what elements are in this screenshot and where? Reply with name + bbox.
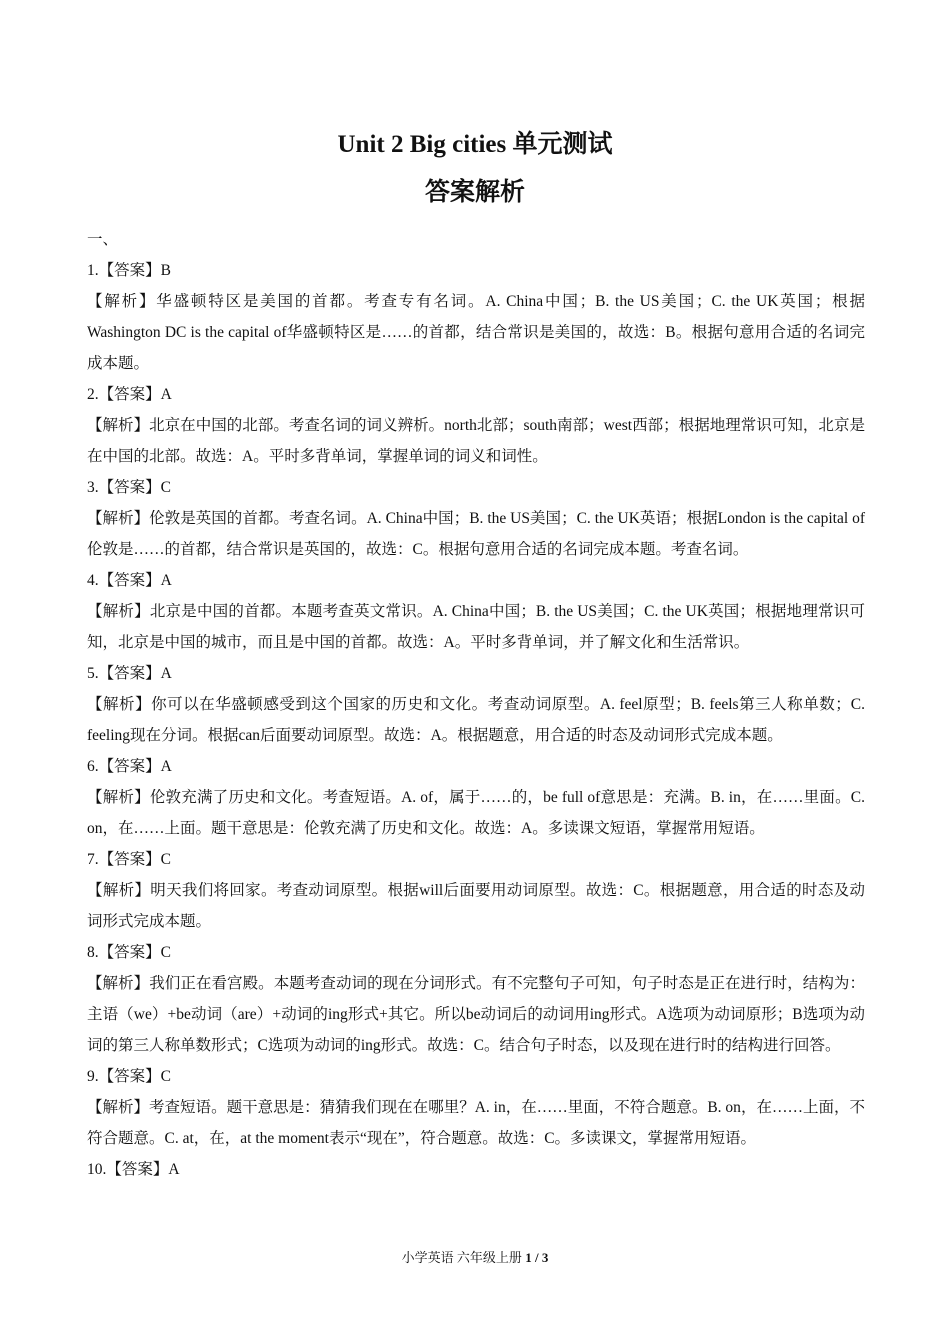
explanation-text: 【解析】你可以在华盛顿感受到这个国家的历史和文化。考查动词原型。A. feel原型；B. feels第三人称单数；C. feeling现在分词。根据can后面要动词原型。故选：A。根据题意，用合适的时态及动词形式完成本题。 bbox=[87, 696, 865, 744]
answer-line bbox=[87, 379, 865, 410]
document-title: Unit 2 Big cities 单元测试 bbox=[337, 131, 613, 158]
question-number: 4. bbox=[87, 572, 99, 589]
answer-line bbox=[87, 658, 865, 689]
answer-text: 【答案】C bbox=[98, 479, 171, 496]
question-number: 6. bbox=[87, 758, 99, 775]
answer-line bbox=[87, 472, 865, 503]
question-number: 3. bbox=[87, 479, 99, 496]
answer-line bbox=[87, 751, 865, 782]
document-subtitle: 答案解析 bbox=[424, 179, 525, 206]
explanation-text: 【解析】北京是中国的首都。本题考查英文常识。A. China中国；B. the US美国；C. the UK英国；根据地理常识可知，北京是中国的城市，而且是中国的首都。故选：A。平时多背单词，并了解文化和生活常识。 bbox=[87, 603, 865, 651]
answer-item bbox=[87, 255, 865, 379]
question-number: 10. bbox=[87, 1161, 107, 1178]
answer-item bbox=[87, 379, 865, 472]
answer-item bbox=[87, 1154, 865, 1185]
answer-line bbox=[87, 1061, 865, 1092]
explanation-text: 【解析】明天我们将回家。考查动词原型。根据will后面要用动词原型。故选：C。根据题意，用合适的时态及动词形式完成本题。 bbox=[87, 882, 865, 930]
answer-text: 【答案】C bbox=[98, 851, 171, 868]
answer-line bbox=[87, 937, 865, 968]
answer-text: 【答案】A bbox=[98, 665, 172, 682]
answer-item bbox=[87, 565, 865, 658]
explanation-text: 【解析】华盛顿特区是美国的首都。考查专有名词。A. China中国；B. the US美国；C. the UK英国；根据Washington DC is the capital of华盛顿特区是……的首都，结合常识是美国的，故选：B。根据句意用合适的名词完成本题。 bbox=[87, 293, 865, 372]
footer-separator: / bbox=[531, 1250, 542, 1265]
footer-page-total: 3 bbox=[541, 1250, 549, 1265]
answer-text: 【答案】C bbox=[98, 1068, 171, 1085]
question-number: 7. bbox=[87, 851, 99, 868]
answer-line bbox=[87, 255, 865, 286]
answer-text: 【答案】B bbox=[98, 262, 171, 279]
explanation-text: 【解析】我们正在看宫殿。本题考查动词的现在分词形式。有不完整句子可知，句子时态是正在进行时，结构为：主语（we）+be动词（are）+动词的ing形式+其它。所以be动词后的动词用ing形式。A选项为动词原形；B选项为动词的第三人称单数形式；C选项为动词的ing形式。故选：C。结合句子时态，以及现在进行时的结构进行回答。 bbox=[87, 975, 865, 1054]
answer-text: 【答案】A bbox=[106, 1161, 180, 1178]
answer-text: 【答案】A bbox=[98, 572, 172, 589]
answer-item bbox=[87, 472, 865, 565]
answer-content bbox=[87, 224, 865, 1185]
question-number: 5. bbox=[87, 665, 99, 682]
question-number: 2. bbox=[87, 386, 99, 403]
footer-page-number: 1 bbox=[525, 1250, 532, 1265]
answer-text: 【答案】C bbox=[98, 944, 171, 961]
section-heading: 一、 bbox=[87, 231, 119, 248]
footer-text: 小学英语 六年级上册 bbox=[401, 1250, 526, 1265]
answer-line bbox=[87, 844, 865, 875]
explanation-text: 【解析】伦敦充满了历史和文化。考查短语。A. of，属于……的，be full of意思是：充满。B. in，在……里面。C. on，在……上面。题干意思是：伦敦充满了历史和文化。故选：A。多读课文短语，掌握常用短语。 bbox=[87, 789, 865, 837]
page-footer bbox=[0, 1247, 950, 1266]
question-number: 8. bbox=[87, 944, 99, 961]
answer-line bbox=[87, 565, 865, 596]
question-number: 1. bbox=[87, 262, 99, 279]
answer-line bbox=[87, 1154, 865, 1185]
answer-item bbox=[87, 751, 865, 844]
explanation-text: 【解析】考查短语。题干意思是：猜猜我们现在在哪里？A. in，在……里面，不符合题意。B. on，在……上面，不符合题意。C. at，在，at the moment表示“现在”，符合题意。故选：C。多读课文，掌握常用短语。 bbox=[87, 1099, 865, 1147]
answer-item bbox=[87, 1061, 865, 1154]
answer-text: 【答案】A bbox=[98, 386, 172, 403]
answer-item bbox=[87, 937, 865, 1061]
explanation-text: 【解析】伦敦是英国的首都。考查名词。A. China中国；B. the US美国；C. the UK英语；根据London is the capital of伦敦是……的首都，结合常识是英国的，故选：C。根据句意用合适的名词完成本题。考查名词。 bbox=[87, 510, 865, 558]
answer-text: 【答案】A bbox=[98, 758, 172, 775]
question-number: 9. bbox=[87, 1068, 99, 1085]
answer-item bbox=[87, 844, 865, 937]
answer-item bbox=[87, 658, 865, 751]
explanation-text: 【解析】北京在中国的北部。考查名词的词义辨析。north北部；south南部；west西部；根据地理常识可知，北京是在中国的北部。故选：A。平时多背单词，掌握单词的词义和词性。 bbox=[87, 417, 865, 465]
answer-list bbox=[87, 255, 865, 1185]
